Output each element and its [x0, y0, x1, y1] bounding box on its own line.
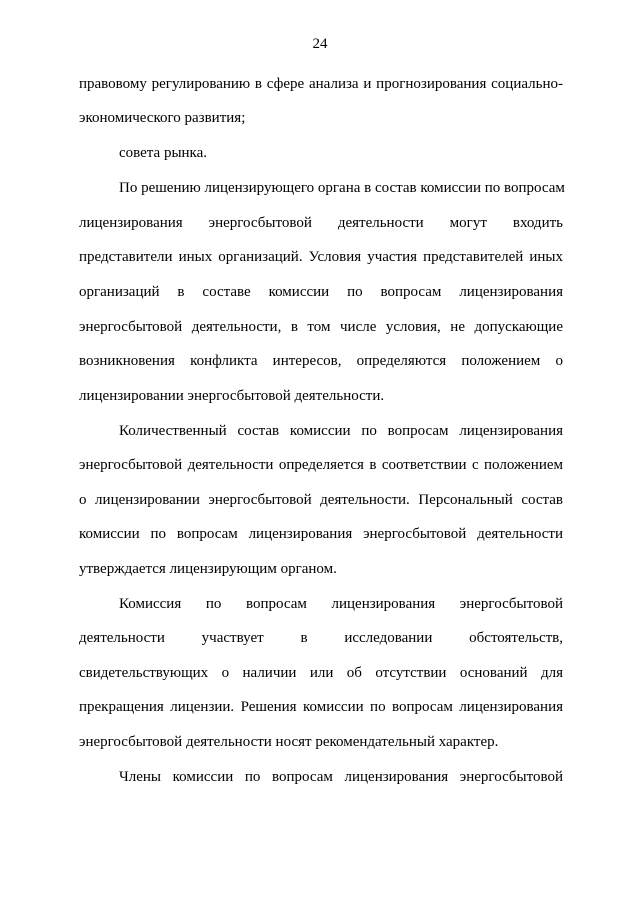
text-line: Члены комиссии по вопросам лицензирования энергосбытовой: [119, 769, 563, 785]
text-line: комиссии по вопросам лицензирования энергосбытовой деятельности: [79, 526, 563, 542]
text-line: совета рынка.: [119, 145, 208, 161]
text-line: утверждается лицензирующим органом.: [79, 561, 337, 577]
text-line: экономического развития;: [79, 110, 246, 126]
text-line: Комиссия по вопросам лицензирования энергосбытовой: [119, 596, 563, 612]
text-line: прекращения лицензии. Решения комиссии по вопросам лицензирования: [79, 699, 563, 715]
text-line: организаций в составе комиссии по вопросам лицензирования: [79, 284, 563, 300]
text-line: возникновения конфликта интересов, определяются положением о: [79, 353, 563, 369]
text-line: правовому регулированию в сфере анализа и прогнозирования социально-: [79, 76, 563, 92]
text-line: Количественный состав комиссии по вопросам лицензирования: [119, 423, 563, 439]
text-line: о лицензировании энергосбытовой деятельности. Персональный состав: [79, 492, 563, 508]
text-line: энергосбытовой деятельности носят рекомендательный характер.: [79, 734, 499, 750]
text-line: лицензирования энергосбытовой деятельности могут входить: [79, 215, 563, 231]
text-line: свидетельствующих о наличии или об отсутствии оснований для: [79, 665, 563, 681]
text-line: деятельности участвует в исследовании обстоятельств,: [79, 630, 563, 646]
text-line: энергосбытовой деятельности, в том числе условия, не допускающие: [79, 319, 563, 335]
text-line: представители иных организаций. Условия участия представителей иных: [79, 249, 563, 265]
text-line: По решению лицензирующего органа в состав комиссии по вопросам: [119, 180, 565, 196]
text-line: лицензировании энергосбытовой деятельности.: [79, 388, 385, 404]
text-line: энергосбытовой деятельности определяется в соответствии с положением: [79, 457, 563, 473]
page-number: 24: [312, 36, 328, 52]
